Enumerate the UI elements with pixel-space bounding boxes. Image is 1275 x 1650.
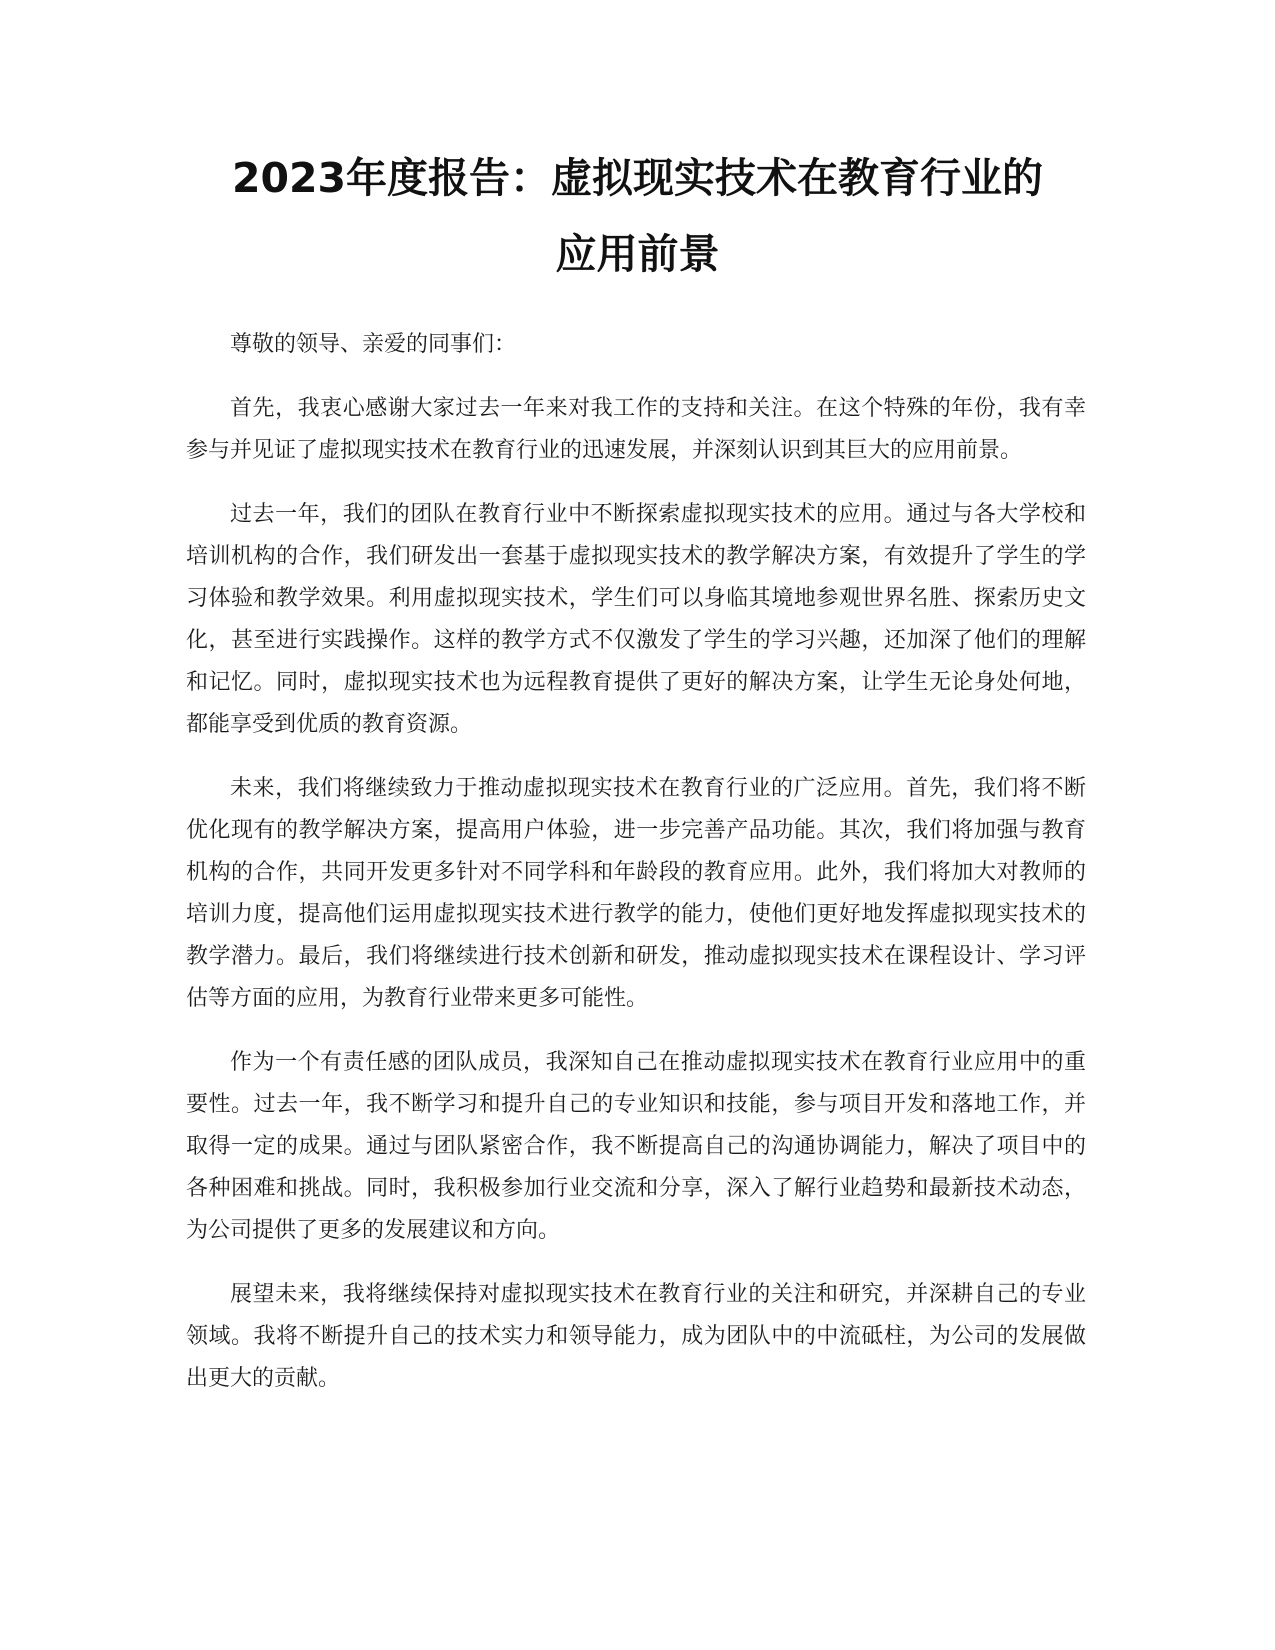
title-line-1: 2023年度报告：虚拟现实技术在教育行业的	[231, 154, 1044, 202]
document-body	[186, 324, 1086, 1422]
paragraph-personal-role: 作为一个有责任感的团队成员，我深知自己在推动虚拟现实技术在教育行业应用中的重要性。过去一年，我不断学习和提升自己的专业知识和技能，参与项目开发和落地工作，并取得一定的成果。通过与团队紧密合作，我不断提高自己的沟通协调能力，解决了项目中的各种困难和挑战。同时，我积极参加行业交流和分享，深入了解行业趋势和最新技术动态，为公司提供了更多的发展建议和方向。	[186, 1050, 1086, 1243]
paragraph-salutation: 尊敬的领导、亲爱的同事们：	[230, 332, 517, 357]
paragraph-past-year: 过去一年，我们的团队在教育行业中不断探索虚拟现实技术的应用。通过与各大学校和培训机构的合作，我们研发出一套基于虚拟现实技术的教学解决方案，有效提升了学生的学习体验和教学效果。利用虚拟现实技术，学生们可以身临其境地参观世界名胜、探索历史文化，甚至进行实践操作。这样的教学方式不仅激发了学生的学习兴趣，还加深了他们的理解和记忆。同时，虚拟现实技术也为远程教育提供了更好的解决方案，让学生无论身处何地，都能享受到优质的教育资源。	[186, 502, 1086, 737]
title-line-2: 应用前景	[555, 230, 720, 278]
document-title	[150, 140, 1125, 292]
paragraph-future-plans: 未来，我们将继续致力于推动虚拟现实技术在教育行业的广泛应用。首先，我们将不断优化现有的教学解决方案，提高用户体验，进一步完善产品功能。其次，我们将加强与教育机构的合作，共同开发更多针对不同学科和年龄段的教育应用。此外，我们将加大对教师的培训力度，提高他们运用虚拟现实技术进行教学的能力，使他们更好地发挥虚拟现实技术的教学潜力。最后，我们将继续进行技术创新和研发，推动虚拟现实技术在课程设计、学习评估等方面的应用，为教育行业带来更多可能性。	[186, 776, 1086, 1011]
paragraph-outlook: 展望未来，我将继续保持对虚拟现实技术在教育行业的关注和研究，并深耕自己的专业领域。我将不断提升自己的技术实力和领导能力，成为团队中的中流砥柱，为公司的发展做出更大的贡献。	[186, 1282, 1086, 1391]
paragraph-thanks: 首先，我衷心感谢大家过去一年来对我工作的支持和关注。在这个特殊的年份，我有幸参与并见证了虚拟现实技术在教育行业的迅速发展，并深刻认识到其巨大的应用前景。	[186, 396, 1086, 463]
